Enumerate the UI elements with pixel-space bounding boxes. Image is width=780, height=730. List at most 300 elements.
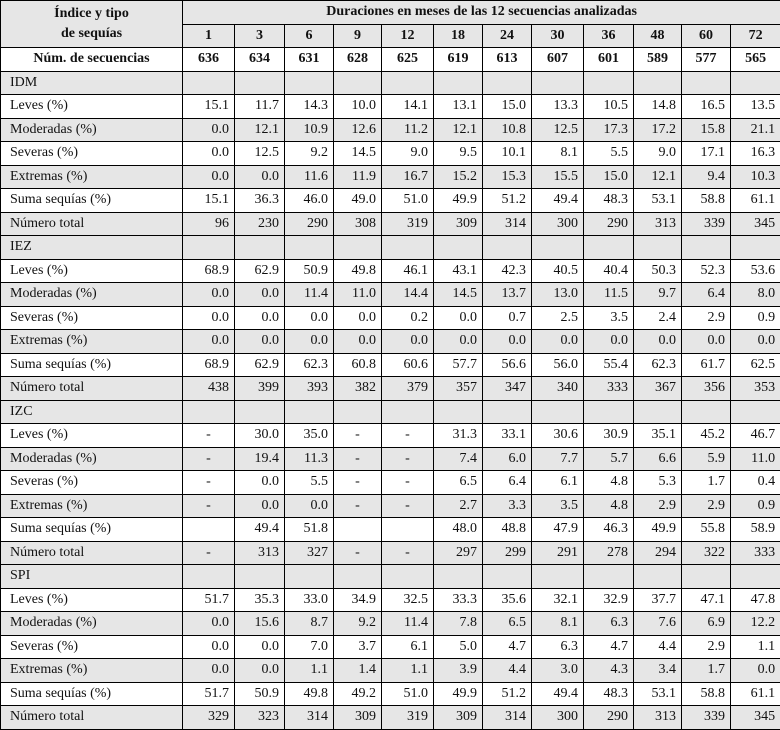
empty-cell — [483, 565, 532, 589]
value-cell: 49.2 — [334, 682, 382, 706]
value-cell: 297 — [434, 541, 483, 565]
table-row — [1, 353, 780, 377]
value-cell: 0.0 — [532, 330, 584, 354]
value-cell: 319 — [382, 706, 434, 730]
empty-cell — [634, 565, 682, 589]
value-cell: 0.0 — [334, 306, 382, 330]
value-cell: 3.4 — [634, 659, 682, 683]
value-cell: 47.9 — [532, 518, 584, 542]
empty-cell — [285, 71, 334, 95]
value-cell: 51.7 — [183, 682, 235, 706]
value-cell: 15.2 — [434, 165, 483, 189]
value-cell: - — [183, 447, 235, 471]
value-cell: 333 — [584, 377, 634, 401]
value-cell: 15.5 — [532, 165, 584, 189]
row-label: Extremas (%) — [1, 330, 183, 354]
empty-cell — [483, 71, 532, 95]
table-row — [1, 447, 780, 471]
value-cell: 6.5 — [483, 612, 532, 636]
table-row — [1, 165, 780, 189]
value-cell: 49.4 — [532, 682, 584, 706]
value-cell: 0.9 — [731, 494, 780, 518]
value-cell: 0.0 — [731, 659, 780, 683]
value-cell: 2.9 — [682, 635, 731, 659]
value-cell: 2.7 — [434, 494, 483, 518]
value-cell: 7.7 — [532, 447, 584, 471]
value-cell: 8.0 — [731, 283, 780, 307]
sequence-count: 634 — [235, 48, 285, 72]
table-row — [1, 494, 780, 518]
value-cell: - — [382, 471, 434, 495]
value-cell: 5.7 — [584, 447, 634, 471]
value-cell: 1.1 — [382, 659, 434, 683]
value-cell: 51.0 — [382, 189, 434, 213]
value-cell: 0.0 — [285, 306, 334, 330]
value-cell: 9.0 — [382, 142, 434, 166]
value-cell: 16.7 — [382, 165, 434, 189]
row-label: Extremas (%) — [1, 494, 183, 518]
value-cell: 314 — [483, 706, 532, 730]
value-cell: 51.7 — [183, 588, 235, 612]
value-cell: 5.0 — [434, 635, 483, 659]
sequence-count-label: Núm. de secuencias — [1, 48, 183, 72]
value-cell: 6.5 — [434, 471, 483, 495]
empty-cell — [434, 71, 483, 95]
value-cell: 3.7 — [334, 635, 382, 659]
empty-cell — [584, 236, 634, 260]
value-cell: 7.4 — [434, 447, 483, 471]
value-cell: 278 — [584, 541, 634, 565]
empty-cell — [235, 71, 285, 95]
value-cell: 15.3 — [483, 165, 532, 189]
value-cell: 30.6 — [532, 424, 584, 448]
value-cell: 58.8 — [682, 682, 731, 706]
value-cell: 0.0 — [183, 118, 235, 142]
value-cell: 11.2 — [382, 118, 434, 142]
value-cell: - — [183, 494, 235, 518]
value-cell: 53.1 — [634, 189, 682, 213]
value-cell: 61.1 — [731, 189, 780, 213]
value-cell — [334, 518, 382, 542]
value-cell: 290 — [584, 706, 634, 730]
group-label: IEZ — [1, 236, 183, 260]
sequence-count: 631 — [285, 48, 334, 72]
value-cell: 0.0 — [183, 165, 235, 189]
value-cell: 36.3 — [235, 189, 285, 213]
value-cell: 9.0 — [634, 142, 682, 166]
value-cell: 12.5 — [532, 118, 584, 142]
value-cell: - — [334, 471, 382, 495]
value-cell: 2.9 — [634, 494, 682, 518]
value-cell: 68.9 — [183, 259, 235, 283]
value-cell: 300 — [532, 706, 584, 730]
duration-header: 36 — [584, 24, 634, 48]
value-cell: 15.6 — [235, 612, 285, 636]
row-label: Severas (%) — [1, 471, 183, 495]
empty-cell — [285, 400, 334, 424]
value-cell: 4.4 — [634, 635, 682, 659]
value-cell: 35.1 — [634, 424, 682, 448]
empty-cell — [483, 400, 532, 424]
value-cell: 46.7 — [731, 424, 780, 448]
sequence-count: 628 — [334, 48, 382, 72]
value-cell: 356 — [682, 377, 731, 401]
value-cell: 31.3 — [434, 424, 483, 448]
value-cell: 0.4 — [731, 471, 780, 495]
value-cell: 62.9 — [235, 259, 285, 283]
value-cell: - — [382, 541, 434, 565]
duration-header: 24 — [483, 24, 532, 48]
value-cell: 1.4 — [334, 659, 382, 683]
value-cell: 299 — [483, 541, 532, 565]
value-cell: 2.9 — [682, 306, 731, 330]
value-cell: 5.5 — [584, 142, 634, 166]
row-label: Severas (%) — [1, 142, 183, 166]
value-cell: 50.9 — [285, 259, 334, 283]
value-cell: 0.0 — [434, 306, 483, 330]
duration-header: 12 — [382, 24, 434, 48]
sequence-count: 607 — [532, 48, 584, 72]
value-cell: 8.1 — [532, 142, 584, 166]
value-cell: 0.0 — [183, 306, 235, 330]
value-cell: 45.2 — [682, 424, 731, 448]
value-cell: 0.0 — [434, 330, 483, 354]
table-row — [1, 306, 780, 330]
empty-cell — [532, 565, 584, 589]
value-cell: 50.3 — [634, 259, 682, 283]
row-label: Número total — [1, 706, 183, 730]
value-cell: - — [334, 541, 382, 565]
empty-cell — [682, 71, 731, 95]
value-cell — [382, 518, 434, 542]
value-cell: 0.0 — [285, 330, 334, 354]
value-cell: 6.0 — [483, 447, 532, 471]
row-label: Suma sequías (%) — [1, 682, 183, 706]
value-cell: 32.1 — [532, 588, 584, 612]
table-row — [1, 95, 780, 119]
group-row — [1, 71, 780, 95]
value-cell: - — [183, 424, 235, 448]
empty-cell — [584, 71, 634, 95]
duration-header: 30 — [532, 24, 584, 48]
value-cell: 10.8 — [483, 118, 532, 142]
table-row — [1, 635, 780, 659]
value-cell: 382 — [334, 377, 382, 401]
value-cell: 40.4 — [584, 259, 634, 283]
value-cell: 35.6 — [483, 588, 532, 612]
value-cell: 0.0 — [235, 659, 285, 683]
value-cell: 46.3 — [584, 518, 634, 542]
empty-cell — [382, 236, 434, 260]
value-cell: 7.0 — [285, 635, 334, 659]
value-cell: 43.1 — [434, 259, 483, 283]
value-cell: 0.0 — [183, 612, 235, 636]
empty-cell — [682, 236, 731, 260]
value-cell: 17.2 — [634, 118, 682, 142]
value-cell: 49.9 — [434, 682, 483, 706]
empty-cell — [334, 71, 382, 95]
value-cell: 49.9 — [434, 189, 483, 213]
value-cell: 0.0 — [584, 330, 634, 354]
value-cell: - — [382, 424, 434, 448]
sequence-count: 589 — [634, 48, 682, 72]
value-cell: 0.0 — [235, 471, 285, 495]
value-cell: 0.0 — [235, 635, 285, 659]
value-cell: 6.9 — [682, 612, 731, 636]
value-cell: 0.0 — [183, 142, 235, 166]
empty-cell — [584, 565, 634, 589]
value-cell: 50.9 — [235, 682, 285, 706]
duration-header: 6 — [285, 24, 334, 48]
row-label: Leves (%) — [1, 588, 183, 612]
value-cell: 290 — [584, 212, 634, 236]
group-row — [1, 565, 780, 589]
empty-cell — [483, 236, 532, 260]
value-cell: 19.4 — [235, 447, 285, 471]
value-cell: 347 — [483, 377, 532, 401]
value-cell: 12.6 — [334, 118, 382, 142]
value-cell: 6.4 — [483, 471, 532, 495]
empty-cell — [183, 565, 235, 589]
group-label: IDM — [1, 71, 183, 95]
duration-header: 48 — [634, 24, 682, 48]
value-cell: 6.3 — [532, 635, 584, 659]
value-cell: 0.0 — [183, 635, 235, 659]
value-cell: 12.1 — [434, 118, 483, 142]
value-cell: - — [334, 494, 382, 518]
value-cell: 13.5 — [731, 95, 780, 119]
value-cell: 49.4 — [532, 189, 584, 213]
empty-cell — [532, 236, 584, 260]
value-cell: 40.5 — [532, 259, 584, 283]
value-cell: - — [382, 447, 434, 471]
value-cell: 57.7 — [434, 353, 483, 377]
empty-cell — [382, 400, 434, 424]
value-cell: 48.0 — [434, 518, 483, 542]
value-cell: 62.5 — [731, 353, 780, 377]
value-cell: 300 — [532, 212, 584, 236]
value-cell: 48.3 — [584, 189, 634, 213]
row-label: Número total — [1, 377, 183, 401]
value-cell: 327 — [285, 541, 334, 565]
value-cell: 8.1 — [532, 612, 584, 636]
value-cell: 0.0 — [634, 330, 682, 354]
value-cell: 47.8 — [731, 588, 780, 612]
value-cell: 61.7 — [682, 353, 731, 377]
value-cell: 14.4 — [382, 283, 434, 307]
value-cell: 62.3 — [285, 353, 334, 377]
empty-cell — [382, 71, 434, 95]
value-cell: 49.9 — [634, 518, 682, 542]
value-cell: 10.5 — [584, 95, 634, 119]
value-cell: - — [183, 541, 235, 565]
value-cell: 30.9 — [584, 424, 634, 448]
empty-cell — [682, 565, 731, 589]
value-cell: 4.4 — [483, 659, 532, 683]
empty-cell — [334, 236, 382, 260]
empty-cell — [634, 236, 682, 260]
value-cell: 4.7 — [584, 635, 634, 659]
value-cell: 0.0 — [235, 306, 285, 330]
row-label: Leves (%) — [1, 424, 183, 448]
value-cell: 11.4 — [285, 283, 334, 307]
value-cell: 322 — [682, 541, 731, 565]
row-label: Número total — [1, 541, 183, 565]
value-cell: 14.1 — [382, 95, 434, 119]
value-cell: 4.8 — [584, 471, 634, 495]
row-label: Moderadas (%) — [1, 283, 183, 307]
value-cell: 0.0 — [235, 330, 285, 354]
value-cell: 313 — [634, 706, 682, 730]
table-row — [1, 259, 780, 283]
value-cell: 7.6 — [634, 612, 682, 636]
value-cell: 294 — [634, 541, 682, 565]
empty-cell — [731, 236, 780, 260]
empty-cell — [584, 400, 634, 424]
row-label: Suma sequías (%) — [1, 518, 183, 542]
value-cell: 9.4 — [682, 165, 731, 189]
value-cell: 291 — [532, 541, 584, 565]
value-cell: 9.2 — [334, 612, 382, 636]
value-cell: 33.3 — [434, 588, 483, 612]
table-row — [1, 212, 780, 236]
table-row — [1, 518, 780, 542]
value-cell: 0.9 — [731, 306, 780, 330]
value-cell — [183, 518, 235, 542]
value-cell: 55.8 — [682, 518, 731, 542]
value-cell: 4.8 — [584, 494, 634, 518]
value-cell: 1.7 — [682, 659, 731, 683]
empty-cell — [334, 400, 382, 424]
table-row — [1, 189, 780, 213]
value-cell: 379 — [382, 377, 434, 401]
value-cell: 313 — [235, 541, 285, 565]
value-cell: 11.0 — [731, 447, 780, 471]
table-row — [1, 118, 780, 142]
empty-cell — [285, 565, 334, 589]
value-cell: 14.3 — [285, 95, 334, 119]
table-row — [1, 659, 780, 683]
value-cell: 5.9 — [682, 447, 731, 471]
value-cell: 345 — [731, 212, 780, 236]
value-cell: 2.4 — [634, 306, 682, 330]
value-cell: 1.1 — [285, 659, 334, 683]
row-label: Suma sequías (%) — [1, 353, 183, 377]
value-cell: 0.0 — [731, 330, 780, 354]
value-cell: - — [183, 471, 235, 495]
value-cell: 52.3 — [682, 259, 731, 283]
sequence-count: 619 — [434, 48, 483, 72]
table-row — [1, 330, 780, 354]
value-cell: 15.1 — [183, 95, 235, 119]
row-label: Severas (%) — [1, 306, 183, 330]
value-cell: 12.1 — [235, 118, 285, 142]
value-cell: 11.4 — [382, 612, 434, 636]
value-cell: 14.5 — [434, 283, 483, 307]
empty-cell — [634, 400, 682, 424]
value-cell: 10.1 — [483, 142, 532, 166]
value-cell: 48.8 — [483, 518, 532, 542]
value-cell: 314 — [483, 212, 532, 236]
value-cell: 37.7 — [634, 588, 682, 612]
sequence-count: 625 — [382, 48, 434, 72]
sequence-count: 601 — [584, 48, 634, 72]
duration-header: 3 — [235, 24, 285, 48]
value-cell: 9.5 — [434, 142, 483, 166]
sequence-count-row — [1, 48, 780, 72]
value-cell: 357 — [434, 377, 483, 401]
value-cell: 13.0 — [532, 283, 584, 307]
value-cell: 15.1 — [183, 189, 235, 213]
value-cell: 333 — [731, 541, 780, 565]
value-cell: 35.0 — [285, 424, 334, 448]
value-cell: 17.3 — [584, 118, 634, 142]
value-cell: 35.3 — [235, 588, 285, 612]
group-row — [1, 236, 780, 260]
table-row — [1, 142, 780, 166]
value-cell: 47.1 — [682, 588, 731, 612]
empty-cell — [434, 236, 483, 260]
value-cell: 0.0 — [334, 330, 382, 354]
value-cell: 10.3 — [731, 165, 780, 189]
value-cell: 0.0 — [483, 330, 532, 354]
value-cell: 42.3 — [483, 259, 532, 283]
value-cell: 8.7 — [285, 612, 334, 636]
value-cell: 339 — [682, 706, 731, 730]
value-cell: 11.3 — [285, 447, 334, 471]
row-label: Suma sequías (%) — [1, 189, 183, 213]
value-cell: 68.9 — [183, 353, 235, 377]
value-cell: 308 — [334, 212, 382, 236]
table-row — [1, 424, 780, 448]
value-cell: 0.0 — [235, 494, 285, 518]
value-cell: 313 — [634, 212, 682, 236]
value-cell: 5.5 — [285, 471, 334, 495]
row-label: Leves (%) — [1, 259, 183, 283]
value-cell: 6.1 — [382, 635, 434, 659]
value-cell: 353 — [731, 377, 780, 401]
value-cell: 0.2 — [382, 306, 434, 330]
value-cell: 96 — [183, 212, 235, 236]
corner-header — [1, 1, 183, 48]
value-cell: 55.4 — [584, 353, 634, 377]
value-cell: - — [334, 424, 382, 448]
table-row — [1, 682, 780, 706]
value-cell: 51.0 — [382, 682, 434, 706]
duration-header: 72 — [731, 24, 780, 48]
value-cell: 309 — [334, 706, 382, 730]
value-cell: 49.8 — [285, 682, 334, 706]
value-cell: 11.6 — [285, 165, 334, 189]
value-cell: 6.1 — [532, 471, 584, 495]
value-cell: 34.9 — [334, 588, 382, 612]
empty-cell — [682, 400, 731, 424]
value-cell: 12.5 — [235, 142, 285, 166]
value-cell: 1.1 — [731, 635, 780, 659]
value-cell: 58.8 — [682, 189, 731, 213]
value-cell: - — [334, 447, 382, 471]
row-label: Extremas (%) — [1, 165, 183, 189]
value-cell: 0.0 — [183, 283, 235, 307]
value-cell: 319 — [382, 212, 434, 236]
empty-cell — [183, 400, 235, 424]
empty-cell — [183, 71, 235, 95]
value-cell: 0.0 — [235, 165, 285, 189]
empty-cell — [731, 565, 780, 589]
value-cell: 314 — [285, 706, 334, 730]
duration-header: 1 — [183, 24, 235, 48]
value-cell: 340 — [532, 377, 584, 401]
